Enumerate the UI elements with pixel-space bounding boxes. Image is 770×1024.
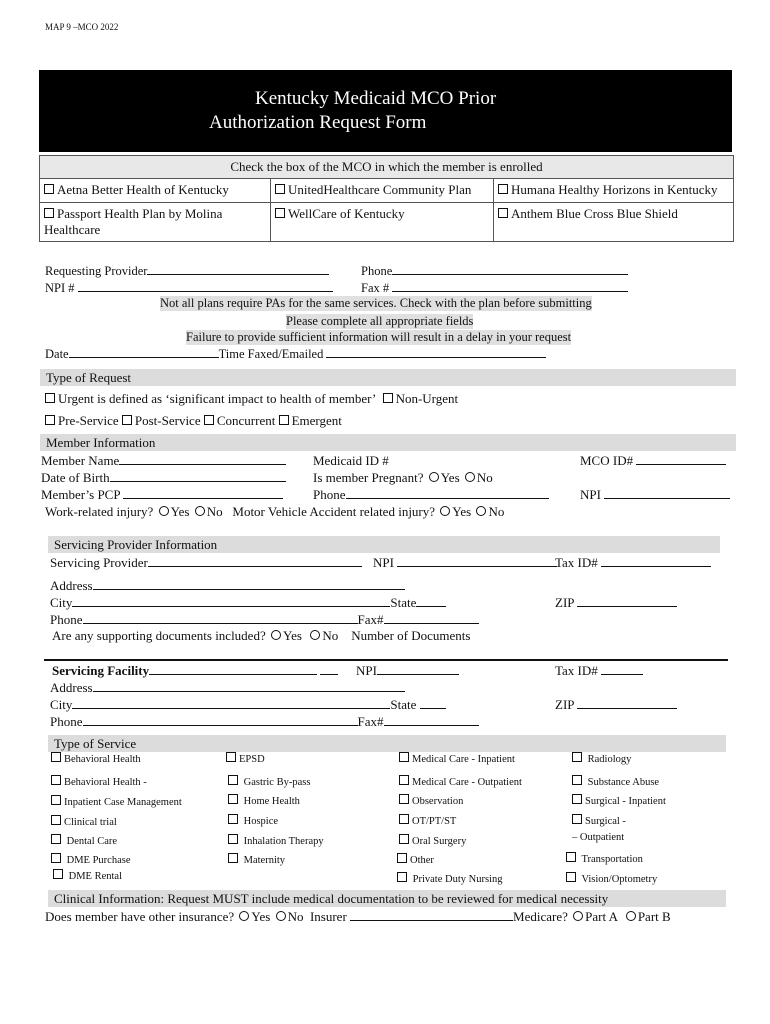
other-insurance-yes-radio[interactable]: [239, 911, 249, 921]
service-medical-inpatient[interactable]: Medical Care - Inpatient: [399, 752, 515, 765]
service-private-duty-nursing[interactable]: Private Duty Nursing: [397, 872, 502, 885]
service-maternity[interactable]: Maternity: [228, 853, 285, 866]
type-of-service-heading: Type of Service: [48, 735, 726, 752]
medicare-part-b-radio[interactable]: [626, 911, 636, 921]
servicing-facility-field[interactable]: Servicing Facility: [52, 663, 338, 679]
concurrent-checkbox[interactable]: [204, 415, 214, 425]
service-gastric-bypass[interactable]: Gastric By-pass: [228, 775, 310, 788]
service-transportation[interactable]: Transportation: [566, 852, 643, 865]
mco-selection-table: [39, 155, 734, 242]
requesting-fax-field[interactable]: Fax #: [361, 280, 628, 296]
pregnant-field: Is member Pregnant? Yes No: [313, 470, 493, 485]
servicing-tax-id-field[interactable]: Tax ID#: [555, 555, 711, 571]
service-timing-row: Pre-Service Post-Service Concurrent Emergent: [45, 413, 342, 429]
service-outpatient-label: – Outpatient: [572, 832, 625, 843]
service-behavioral-health-2[interactable]: Behavioral Health -: [51, 775, 147, 788]
servicing-phone-field[interactable]: Phone Fax#: [50, 612, 479, 628]
requesting-phone-field[interactable]: Phone: [361, 263, 628, 279]
notice-failure: Failure to provide sufficient information will result in a delay in your request: [186, 330, 572, 344]
member-npi-field[interactable]: NPI: [580, 487, 730, 503]
title-line-1: Kentucky Medicaid MCO Prior: [255, 88, 497, 109]
dob-field[interactable]: Date of Birth: [41, 470, 286, 486]
service-radiology[interactable]: Radiology: [572, 752, 631, 765]
docs-no-radio[interactable]: [310, 630, 320, 640]
member-info-heading: Member Information: [40, 434, 736, 451]
service-surgical-outpatient[interactable]: Surgical -: [572, 814, 626, 827]
service-vision-optometry[interactable]: Vision/Optometry: [566, 872, 657, 885]
mco-option-anthem[interactable]: Anthem Blue Cross Blue Shield: [494, 203, 734, 242]
checkbox-icon[interactable]: [498, 184, 508, 194]
clinical-info-heading: Clinical Information: Request MUST include medical documentation to be reviewed for medical necessity: [48, 890, 726, 907]
mco-option-unitedhealthcare[interactable]: UnitedHealthcare Community Plan: [271, 179, 494, 203]
servicing-provider-field[interactable]: Servicing Provider: [50, 555, 362, 571]
medicare-part-a-radio[interactable]: [573, 911, 583, 921]
mco-table-heading: Check the box of the MCO in which the member is enrolled: [40, 156, 734, 179]
member-phone-field[interactable]: Phone: [313, 487, 549, 503]
service-epsd[interactable]: EPSD: [226, 752, 265, 765]
document-id: MAP 9 –MCO 2022: [45, 22, 119, 32]
supporting-docs-row: Are any supporting documents included? Yes No Number of Documents: [52, 628, 471, 643]
work-injury-no-radio[interactable]: [195, 506, 205, 516]
service-inpatient-case-mgmt[interactable]: Inpatient Case Management: [51, 795, 182, 808]
notice-complete-fields: Please complete all appropriate fields: [286, 314, 474, 328]
notice-plans: Not all plans require PAs for the same services. Check with the plan before submitting: [160, 296, 592, 310]
pregnant-no-radio[interactable]: [465, 472, 475, 482]
member-name-field[interactable]: Member Name: [41, 453, 286, 469]
service-inhalation-therapy[interactable]: Inhalation Therapy: [228, 834, 324, 847]
docs-yes-radio[interactable]: [271, 630, 281, 640]
urgent-row: Urgent is defined as ‘significant impact to health of member’ Non-Urgent: [45, 391, 458, 407]
service-ot-pt-st[interactable]: OT/PT/ST: [399, 814, 456, 827]
checkbox-icon[interactable]: [275, 184, 285, 194]
requesting-npi-field[interactable]: NPI #: [45, 280, 333, 296]
injury-row: Work-related injury? Yes No Motor Vehicle Accident related injury? Yes No: [45, 504, 505, 519]
insurer-input[interactable]: [350, 909, 513, 921]
checkbox-icon[interactable]: [44, 184, 54, 194]
other-insurance-row: Does member have other insurance? Yes No Insurer Medicare? Part A Part B: [45, 909, 671, 924]
facility-tax-id-field[interactable]: Tax ID#: [555, 663, 643, 679]
facility-zip-field[interactable]: ZIP: [555, 697, 677, 713]
pregnant-yes-radio[interactable]: [429, 472, 439, 482]
servicing-npi-field[interactable]: NPI: [373, 555, 557, 571]
urgent-checkbox[interactable]: [45, 393, 55, 403]
title-banner: [39, 70, 732, 152]
medicaid-id-label[interactable]: Medicaid ID #: [313, 453, 389, 468]
date-field[interactable]: Date Time Faxed/Emailed: [45, 346, 546, 362]
checkbox-icon[interactable]: [498, 208, 508, 218]
service-dme-rental[interactable]: DME Rental: [53, 869, 122, 882]
mco-option-humana[interactable]: Humana Healthy Horizons in Kentucky: [494, 179, 734, 203]
facility-npi-field[interactable]: NPI: [356, 663, 459, 679]
emergent-checkbox[interactable]: [279, 415, 289, 425]
servicing-city-field[interactable]: City State: [50, 595, 446, 611]
mco-option-wellcare[interactable]: WellCare of Kentucky: [271, 203, 494, 242]
non-urgent-checkbox[interactable]: [383, 393, 393, 403]
service-substance-abuse[interactable]: Substance Abuse: [572, 775, 659, 788]
checkbox-icon[interactable]: [275, 208, 285, 218]
mco-id-field[interactable]: MCO ID#: [580, 453, 726, 469]
service-dme-purchase[interactable]: DME Purchase: [51, 853, 131, 866]
servicing-zip-field[interactable]: ZIP: [555, 595, 677, 611]
service-behavioral-health[interactable]: Behavioral Health: [51, 752, 141, 765]
other-insurance-no-radio[interactable]: [276, 911, 286, 921]
service-other[interactable]: Other: [397, 853, 434, 866]
service-observation[interactable]: Observation: [399, 794, 463, 807]
mva-yes-radio[interactable]: [440, 506, 450, 516]
checkbox-icon[interactable]: [44, 208, 54, 218]
facility-city-field[interactable]: City State: [50, 697, 446, 713]
servicing-provider-heading: Servicing Provider Information: [48, 536, 720, 553]
servicing-address-field[interactable]: Address: [50, 578, 405, 594]
facility-address-field[interactable]: Address: [50, 680, 405, 696]
service-oral-surgery[interactable]: Oral Surgery: [399, 834, 466, 847]
service-clinical-trial[interactable]: Clinical trial: [51, 815, 117, 828]
service-dental-care[interactable]: Dental Care: [51, 834, 117, 847]
facility-phone-field[interactable]: Phone Fax#: [50, 714, 479, 730]
work-injury-yes-radio[interactable]: [159, 506, 169, 516]
service-home-health[interactable]: Home Health: [228, 794, 300, 807]
pcp-field[interactable]: Member’s PCP: [41, 487, 283, 503]
title-line-2: Authorization Request Form: [209, 112, 427, 133]
mva-no-radio[interactable]: [476, 506, 486, 516]
post-service-checkbox[interactable]: [122, 415, 132, 425]
service-medical-outpatient[interactable]: Medical Care - Outpatient: [399, 775, 522, 788]
pre-service-checkbox[interactable]: [45, 415, 55, 425]
mco-option-aetna[interactable]: Aetna Better Health of Kentucky: [40, 179, 271, 203]
type-of-request-heading: Type of Request: [40, 369, 736, 386]
requesting-provider-field[interactable]: Requesting Provider: [45, 263, 329, 279]
facility-divider: [44, 659, 728, 661]
service-hospice[interactable]: Hospice: [228, 814, 278, 827]
mco-option-passport[interactable]: Passport Health Plan by Molina Healthcare: [40, 203, 271, 242]
service-surgical-inpatient[interactable]: Surgical - Inpatient: [572, 794, 666, 807]
